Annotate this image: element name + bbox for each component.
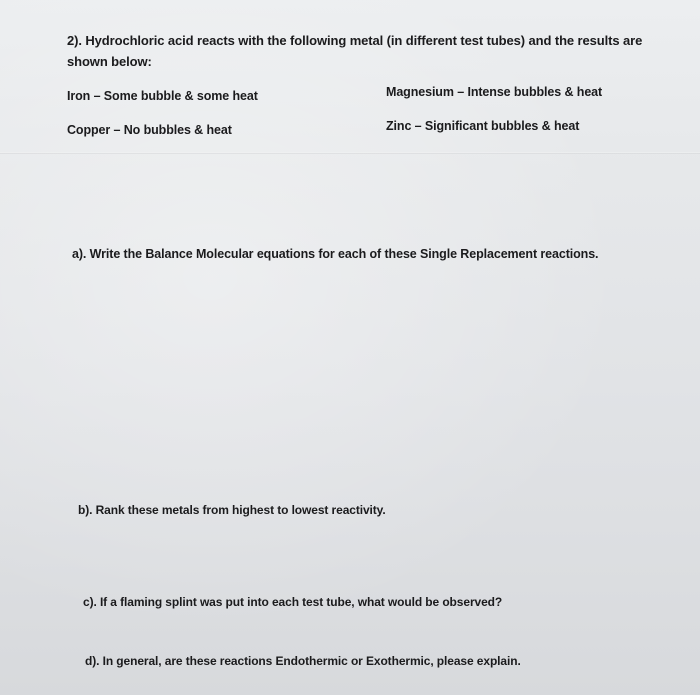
observation-zinc: Zinc – Significant bubbles & heat [386, 119, 580, 133]
question-prompt: 2). Hydrochloric acid reacts with the following metal (in different test tubes) and the results are shown below: [67, 33, 643, 69]
part-d-question: d). In general, are these reactions Endothermic or Exothermic, please explain. [85, 654, 521, 668]
observation-iron: Iron – Some bubble & some heat [67, 89, 258, 103]
part-b-question: b). Rank these metals from highest to lowest reactivity. [78, 503, 386, 517]
paper-fold-line [0, 152, 700, 154]
part-c-question: c). If a flaming splint was put into each test tube, what would be observed? [83, 595, 503, 609]
observation-magnesium: Magnesium – Intense bubbles & heat [386, 85, 603, 99]
observation-copper: Copper – No bubbles & heat [67, 123, 232, 137]
part-a-question: a). Write the Balance Molecular equations for each of these Single Replacement reactions. [72, 247, 599, 261]
